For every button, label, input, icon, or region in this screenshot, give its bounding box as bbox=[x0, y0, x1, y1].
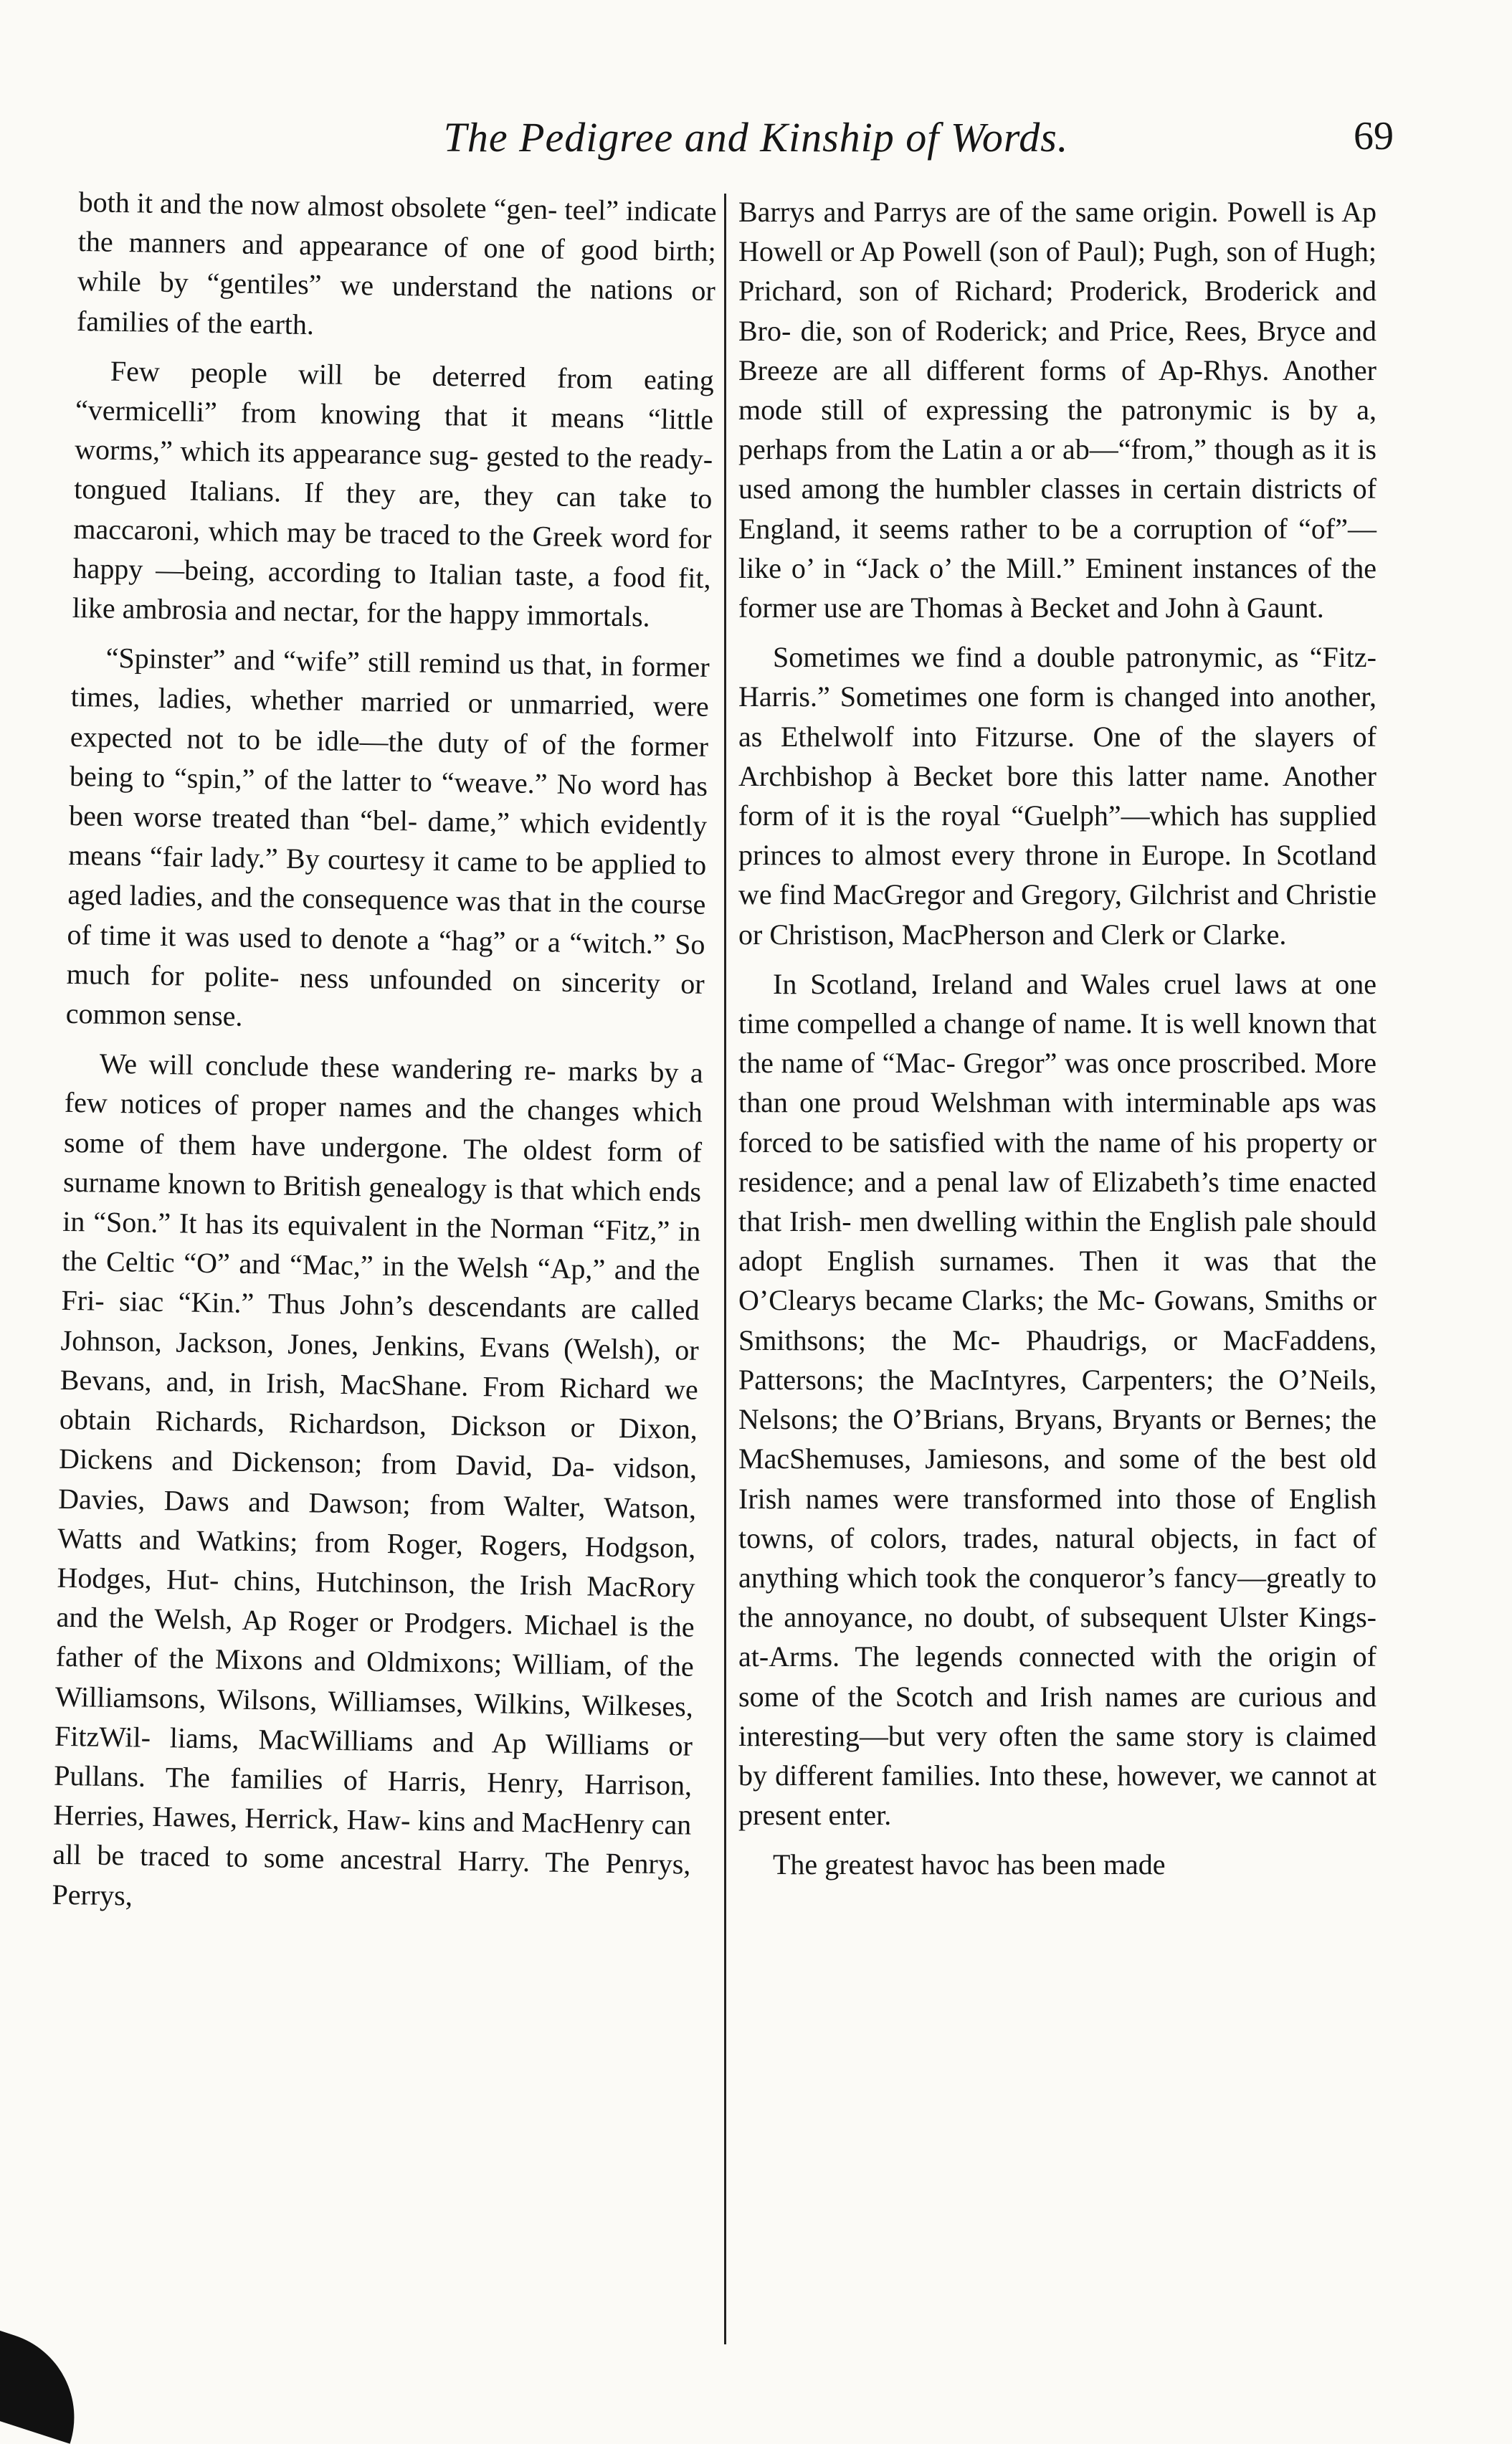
paragraph: both it and the now almost obsolete “gen- teel” indicate the manners and appearance of one of good birth; while by “gentiles” we understand the nations or families of the earth. bbox=[76, 186, 717, 341]
paragraph: The greatest havoc has been made bbox=[773, 1848, 1166, 1881]
paragraph: Sometimes we find a double patronymic, as “Fitz-Harris.” Sometimes one form is changed into another, as Ethelwolf into Fitzurse. One of the slayers of Archbishop à Becket bore this latter name. Another form of it is the royal “Guelph”—which has supplied princes to almost every throne in Europe. In Scotland we find MacGregor and Gregory, Gilchrist and Christie or Christison, MacPherson and Clerk or Clarke. bbox=[738, 641, 1377, 951]
paragraph: “Spinster” and “wife” still remind us that, in former times, ladies, whether married or unmarried, were expected not to be idle—the duty of of the former being to “spin,” of the latter to “weave.” No word has been worse treated than “bel- dame,” which evidently means “fair lady.” By courtesy it came to be applied to aged ladies, and the consequence was that in the course of time it was used to denote a “hag” or a “witch.” So much for polite- ness unfounded on sincerity or common sense. bbox=[65, 641, 710, 1032]
paragraph: We will conclude these wandering re- marks by a few notices of proper names and the changes which some of them have undergone. The oldest form of surname known to British genealogy is that which ends in “Son.” It has its equivalent in the Norman “Fitz,” in the Celtic “O” and “Mac,” in the Welsh “Ap,” and the Fri- siac “Kin.” Thus John’s descendants are called Johnson, Jackson, Jones, Jenkins, Evans (Welsh), or Bevans, and, in Irish, MacShane. From Richard we obtain Richards, Richardson, Dickson or Dixon, Dickens and Dickenson; from David, Da- vidson, Davies, Daws and Dawson; from Walter, Watson, Watts and Watkins; from Roger, Rogers, Hodgson, Hodges, Hut- chins, Hutchinson, the Irish MacRory and the Welsh, Ap Roger or Prodgers. Michael is the father of the Mixons and Oldmixons; William, of the Williamsons, Wilsons, Williamses, Wilkins, Wilkeses, FitzWil- liams, MacWilliams and Ap Williams or Pullans. The families of Harris, Henry, Harrison, Herries, Hawes, Herrick, Haw- kins and MacHenry can all be traced to some ancestral Harry. The Penrys, Perrys, bbox=[52, 1047, 704, 1912]
running-title: The Pedigree and Kinship of Words. bbox=[443, 114, 1069, 161]
paragraph: Barrys and Parrys are of the same origin. Powell is Ap Howell or Ap Powell (son of Paul); Pugh, son of Hugh; Prichard, son of Richard; Proderick, Broderick and Bro- die, son of Roderick; and Price, Rees, Bryce and Breeze are all different forms of Ap-Rhys. Another mode still of expressing the patronymic is by a, perhaps from the Latin a or ab—“from,” though as it is used among the humbler classes in certain districts of England, it seems rather to be a corruption of “of”—like o’ in “Jack o’ the Mill.” Eminent instances of the former use are Thomas à Becket and John à Gaunt. bbox=[738, 196, 1377, 624]
page-header bbox=[0, 108, 1512, 172]
right-column bbox=[738, 192, 1377, 1895]
paragraph: In Scotland, Ireland and Wales cruel laws at one time compelled a change of name. It is well known that the name of “Mac- Gregor” was once proscribed. More than one proud Welshman with interminable aps was forced to be satisfied with the name of his property or residence; and a penal law of Elizabeth’s time enacted that Irish- men dwelling within the English pale should adopt English surnames. Then it was that the O’Clearys became Clarks; the Mc- Gowans, Smiths or Smithsons; the Mc- Phaudrigs, or MacFaddens, Pattersons; the MacIntyres, Carpenters; the O’Neils, Nelsons; the O’Brians, Bryans, Bryants or Bernes; the MacShemuses, Jamiesons, and some of the best old Irish names were transformed into those of English towns, of colors, trades, natural objects, in fact of anything which took the conqueror’s fancy—greatly to the annoyance, no doubt, of subsequent Ulster Kings-at-Arms. The legends connected with the origin of some of the Scotch and Irish names are curious and interesting—but very often the same story is claimed by different families. Into these, however, we cannot at present enter. bbox=[738, 967, 1377, 1832]
left-column bbox=[52, 182, 717, 1934]
binding-shadow bbox=[0, 2326, 97, 2444]
page-number: 69 bbox=[1354, 114, 1394, 158]
paragraph: Few people will be deterred from eating “vermicelli” from knowing that it means “little worms,” which its appearance sug- gested to the ready-tongued Italians. If they are, they can take to maccaroni, which may be traced to the Greek word for happy —being, according to Italian taste, a food fit, like ambrosia and nectar, for the happy immortals. bbox=[72, 354, 715, 633]
column-divider bbox=[724, 194, 726, 2344]
